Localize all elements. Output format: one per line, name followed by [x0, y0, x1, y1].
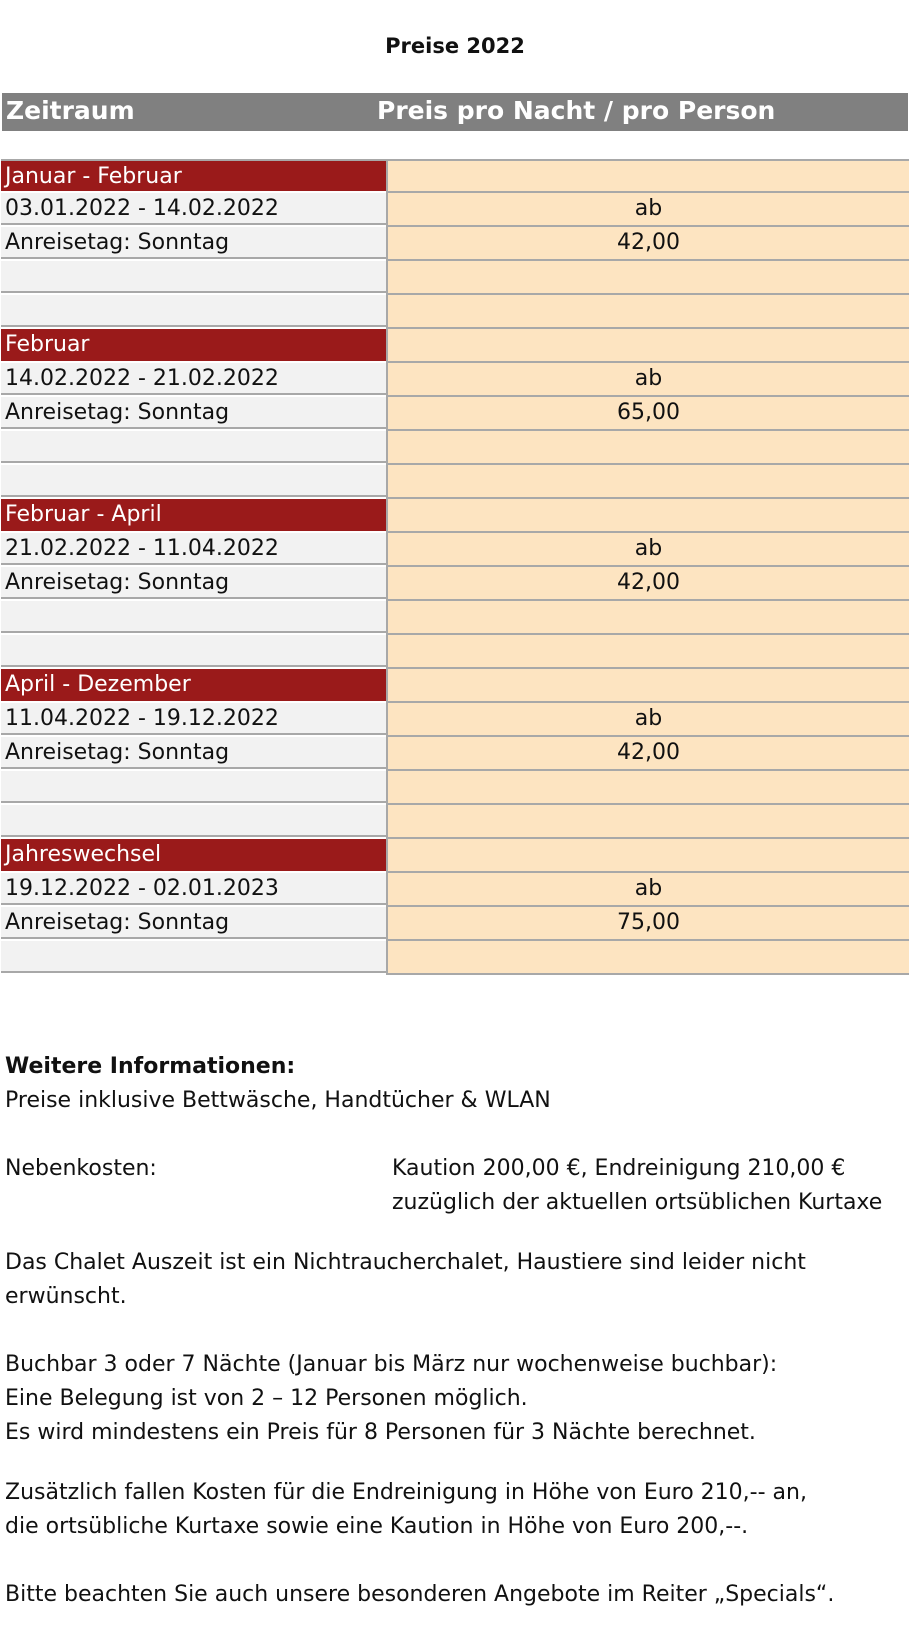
table-row [1, 193, 909, 227]
info-nichtraucher: Das Chalet Auszeit ist ein Nichtraucherchalet, Haustiere sind leider nicht erwünscht. [5, 1250, 806, 1309]
price-cell: ab [386, 533, 909, 567]
price-cell [386, 465, 909, 499]
price-cell [386, 601, 909, 635]
table-row [1, 771, 909, 805]
table-row [1, 635, 909, 669]
price-cell: ab [386, 703, 909, 737]
period-cell: 14.02.2022 - 21.02.2022 [1, 363, 386, 395]
price-cell [386, 295, 909, 329]
price-cell [386, 431, 909, 465]
info-specials: Bitte beachten Sie auch unsere besonderen Angebote im Reiter „Specials“. [5, 1582, 835, 1607]
price-cell [386, 941, 909, 975]
nebenkosten-line1: Kaution 200,00 €, Endreinigung 210,00 € [392, 1156, 846, 1181]
table-row [1, 533, 909, 567]
period-name: Februar - April [1, 499, 386, 531]
period-header-row [1, 839, 909, 873]
info-inclusive: Preise inklusive Bettwäsche, Handtücher & WLAN [5, 1088, 551, 1113]
table-row [1, 703, 909, 737]
period-cell: Anreisetag: Sonntag [1, 397, 386, 429]
period-cell [1, 635, 386, 667]
price-cell [386, 839, 909, 873]
table-row [1, 873, 909, 907]
page-title: Preise 2022 [385, 34, 525, 58]
period-header-row [1, 669, 909, 703]
period-name: Februar [1, 329, 386, 361]
info-buchbar: Buchbar 3 oder 7 Nächte (Januar bis März nur wochenweise buchbar): [5, 1352, 778, 1377]
period-cell: 21.02.2022 - 11.04.2022 [1, 533, 386, 565]
table-header [2, 93, 908, 131]
period-cell [1, 601, 386, 633]
price-cell: 42,00 [386, 227, 909, 261]
period-cell [1, 771, 386, 803]
price-cell: ab [386, 873, 909, 907]
period-cell [1, 805, 386, 837]
info-section [5, 1050, 905, 1612]
period-cell: Anreisetag: Sonntag [1, 567, 386, 599]
period-cell [1, 261, 386, 293]
info-mindestens: Es wird mindestens ein Preis für 8 Personen für 3 Nächte berechnet. [5, 1420, 756, 1445]
table-row [1, 363, 909, 397]
table-row [1, 941, 909, 975]
price-cell: 42,00 [386, 567, 909, 601]
price-cell [386, 159, 909, 193]
period-header-row [1, 499, 909, 533]
period-cell [1, 431, 386, 463]
header-price: Preis pro Nacht / pro Person [377, 96, 776, 125]
nebenkosten-label: Nebenkosten: [5, 1156, 157, 1181]
price-cell [386, 805, 909, 839]
price-cell [386, 771, 909, 805]
price-cell: ab [386, 193, 909, 227]
info-zusaetzlich-1: Zusätzlich fallen Kosten für die Endreinigung in Höhe von Euro 210,-- an, [5, 1480, 807, 1505]
price-cell [386, 261, 909, 295]
info-belegung: Eine Belegung ist von 2 – 12 Personen möglich. [5, 1386, 528, 1411]
price-cell [386, 329, 909, 363]
nebenkosten-line2: zuzüglich der aktuellen ortsüblichen Kurtaxe [392, 1190, 883, 1215]
period-header-row [1, 159, 909, 193]
price-cell [386, 669, 909, 703]
price-table [1, 159, 909, 975]
table-row [1, 431, 909, 465]
nebenkosten-row [5, 1152, 905, 1220]
table-row [1, 261, 909, 295]
period-cell: 11.04.2022 - 19.12.2022 [1, 703, 386, 735]
price-cell [386, 635, 909, 669]
period-cell: 03.01.2022 - 14.02.2022 [1, 193, 386, 225]
table-row [1, 227, 909, 261]
table-row [1, 805, 909, 839]
price-cell [386, 499, 909, 533]
table-row [1, 737, 909, 771]
period-cell [1, 295, 386, 327]
period-name: Jahreswechsel [1, 839, 386, 871]
table-row [1, 295, 909, 329]
table-row [1, 465, 909, 499]
period-name: April - Dezember [1, 669, 386, 701]
table-row [1, 397, 909, 431]
price-cell: 75,00 [386, 907, 909, 941]
period-cell: Anreisetag: Sonntag [1, 907, 386, 939]
info-heading: Weitere Informationen: [5, 1054, 296, 1079]
price-cell: 65,00 [386, 397, 909, 431]
table-row [1, 601, 909, 635]
period-cell: Anreisetag: Sonntag [1, 737, 386, 769]
period-cell [1, 465, 386, 497]
table-row [1, 567, 909, 601]
price-cell: ab [386, 363, 909, 397]
info-zusaetzlich-2: die ortsübliche Kurtaxe sowie eine Kaution in Höhe von Euro 200,--. [5, 1514, 749, 1539]
period-cell [1, 941, 386, 973]
table-row [1, 907, 909, 941]
period-name: Januar - Februar [1, 159, 386, 191]
period-header-row [1, 329, 909, 363]
period-cell: Anreisetag: Sonntag [1, 227, 386, 259]
price-cell: 42,00 [386, 737, 909, 771]
header-period: Zeitraum [6, 96, 135, 125]
nebenkosten-value [392, 1152, 882, 1220]
period-cell: 19.12.2022 - 02.01.2023 [1, 873, 386, 905]
